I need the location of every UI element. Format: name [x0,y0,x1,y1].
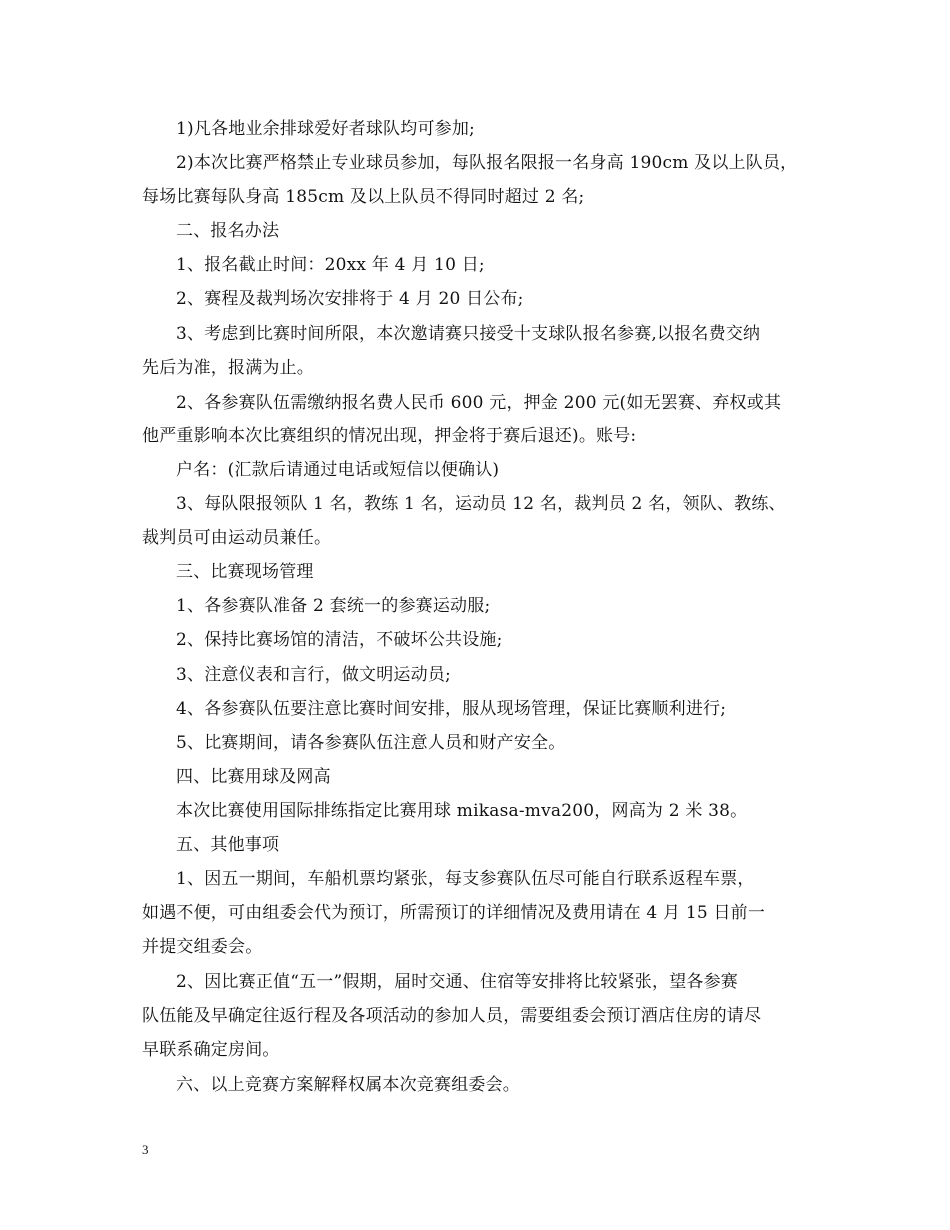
text-line-r6a: 3、每队限报领队 1 名，教练 1 名，运动员 12 名，裁判员 2 名，领队、教练、 [176,494,786,514]
text-line-o1b: 如遇不便，可由组委会代为预订，所需预订的详细情况及费用请在 4 月 15 日前一 [142,903,766,923]
text-line-r4b: 他严重影响本次比赛组织的情况出现，押金将于赛后退还)。账号: [142,426,637,446]
text-line-o2b: 队伍能及早确定往返行程及各项活动的参加人员，需要组委会预订酒店住房的请尽 [142,1006,762,1026]
text-line-h2: 二、报名办法 [176,221,280,241]
page-number: 3 [142,1142,149,1157]
text-line-h6: 六、以上竞赛方案解释权属本次竞赛组委会。 [176,1075,520,1095]
text-line-p2a: 2)本次比赛严格禁止专业球员参加，每队报名限报一名身高 190cm 及以上队员， [176,153,798,173]
text-line-h3: 三、比赛现场管理 [176,562,314,582]
text-line-o1c: 并提交组委会。 [142,937,263,957]
text-line-r6b: 裁判员可由运动员兼任。 [142,528,332,548]
text-line-h4: 四、比赛用球及网高 [176,767,331,787]
text-line-r3a: 3、考虑到比赛时间所限，本次邀请赛只接受十支球队报名参赛,以报名费交纳 [176,324,761,344]
text-line-m1: 1、各参赛队准备 2 套统一的参赛运动服; [176,596,491,616]
text-line-r2: 2、赛程及裁判场次安排将于 4 月 20 日公布; [176,289,524,309]
text-line-m3: 3、注意仪表和言行，做文明运动员; [176,665,451,685]
text-line-h5: 五、其他事项 [176,835,280,855]
text-line-o1a: 1、因五一期间，车船机票均紧张，每支参赛队伍尽可能自行联系返程车票， [176,869,755,889]
text-line-r5: 户名：(汇款后请通过电话或短信以便确认) [176,460,500,480]
text-line-p2b: 每场比赛每队身高 185cm 及以上队员不得同时超过 2 名; [142,187,585,207]
text-line-r1: 1、报名截止时间：20xx 年 4 月 10 日; [176,255,485,275]
text-line-o2a: 2、因比赛正值“五一”假期，届时交通、住宿等安排将比较紧张，望各参赛 [176,972,738,992]
text-line-b1: 本次比赛使用国际排练指定比赛用球 mikasa-mva200，网高为 2 米 38。 [176,801,748,821]
text-line-m2: 2、保持比赛场馆的清洁，不破坏公共设施; [176,630,503,650]
text-line-r3b: 先后为准，报满为止。 [142,358,314,378]
text-line-o2c: 早联系确定房间。 [142,1040,280,1060]
text-line-m4: 4、各参赛队伍要注意比赛时间安排，服从现场管理，保证比赛顺利进行; [176,699,727,719]
text-line-r4a: 2、各参赛队伍需缴纳报名费人民币 600 元，押金 200 元(如无罢赛、弃权或其 [176,393,782,413]
text-line-m5: 5、比赛期间，请各参赛队伍注意人员和财产安全。 [176,733,566,753]
text-line-p1: 1)凡各地业余排球爱好者球队均可参加; [176,119,475,139]
